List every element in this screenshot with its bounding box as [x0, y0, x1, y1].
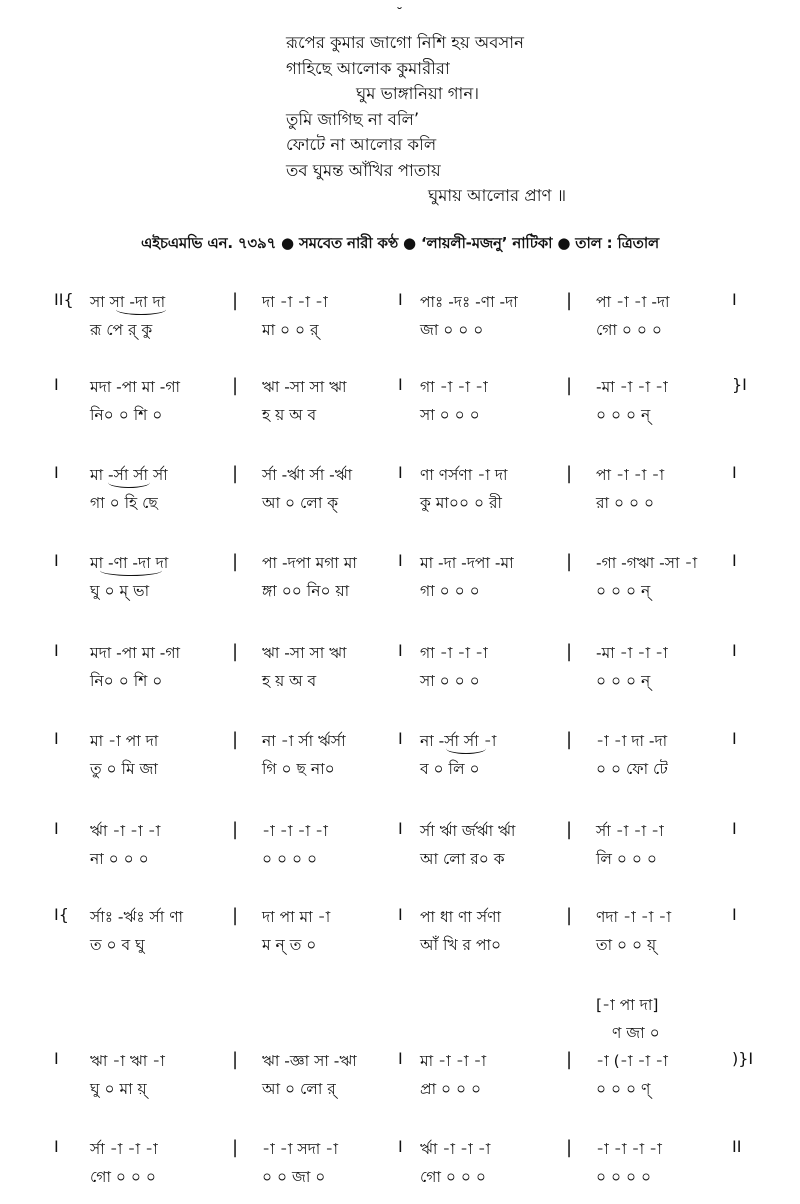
- bar-separator: II{: [54, 290, 74, 309]
- measure-notes: দা পা মা -া: [262, 908, 331, 926]
- measure-lyrics: তু ০ মি জা: [90, 760, 158, 778]
- bar-separator: |: [232, 819, 239, 840]
- swara-row: [0, 819, 800, 845]
- bar-separator: I: [732, 905, 737, 924]
- notation-block: [0, 819, 800, 875]
- bar-separator: |: [232, 1049, 239, 1070]
- measure-notes: র্সাঃ -র্ঋঃ র্সা ণা: [90, 908, 184, 926]
- bar-separator: II: [732, 1137, 742, 1156]
- measure-lyrics: গো ০ ০ ০: [90, 1168, 156, 1186]
- bar-separator: )}I: [732, 1049, 754, 1068]
- bani-row: [0, 847, 800, 873]
- bani-row: [0, 1077, 800, 1103]
- bar-separator: |: [566, 1049, 573, 1070]
- measure-notes: পা ধা ণা র্সণা: [420, 908, 501, 926]
- lyric-line: তব ঘুমন্ত আঁখির পাতায়: [286, 160, 441, 180]
- bar-separator: |: [566, 819, 573, 840]
- slur-arc: [108, 477, 150, 488]
- measure-lyrics: গা ০ ০ ০: [420, 582, 480, 600]
- measure-notes: মা -া -া -া: [420, 1052, 487, 1070]
- measure-lyrics: নি০ ০ শি ০: [90, 672, 163, 690]
- bar-separator: I: [54, 641, 59, 660]
- bar-separator: I: [54, 819, 59, 838]
- bar-separator: }I: [732, 375, 747, 394]
- bar-separator: I: [732, 551, 737, 570]
- measure-notes: -া -া দা -দা: [596, 732, 668, 750]
- bar-separator: I: [398, 1137, 403, 1156]
- measure-notes: -গা -গঋা -সা -া: [596, 554, 698, 572]
- measure-lyrics: আ ০ লো র্: [262, 1080, 336, 1098]
- measure-notes: পা -দপা মগা মা: [262, 554, 357, 572]
- measure-notes: দা -া -া -া: [262, 293, 328, 311]
- bani-row: [0, 403, 800, 429]
- measure-lyrics: ০ ০ ০ ০: [596, 1168, 652, 1186]
- measure-lyrics: গো ০ ০ ০: [596, 321, 662, 339]
- measure-notes: মদা -পা মা -গা: [90, 644, 180, 662]
- bar-separator: I: [732, 729, 737, 748]
- song-lyrics: [286, 30, 746, 209]
- bar-separator: |: [232, 290, 239, 311]
- measure-notes: ণা ণর্সণা -া দা: [420, 466, 508, 484]
- measure-lyrics: ০ ০ ০ ন্: [596, 582, 651, 600]
- measure-lyrics: সা ০ ০ ০: [420, 672, 480, 690]
- bar-separator: I: [732, 290, 737, 309]
- notation-block: [0, 1049, 800, 1105]
- bar-separator: I: [398, 905, 403, 924]
- measure-notes: না -া র্সা র্ঋর্সা: [262, 732, 346, 750]
- bar-separator: I: [398, 551, 403, 570]
- bar-separator: I: [732, 463, 737, 482]
- measure-notes: ঋা -সা সা ঋা: [262, 644, 347, 662]
- measure-lyrics: হ য় অ ব: [262, 406, 317, 424]
- measure-notes: -মা -া -া -া: [596, 378, 668, 396]
- measure-notes: -া -া সদা -া: [262, 1140, 338, 1158]
- bar-separator: |: [566, 729, 573, 750]
- bar-separator: I: [398, 729, 403, 748]
- measure-notes: না -র্সা র্সা -া: [420, 732, 497, 750]
- bar-separator: |: [566, 375, 573, 396]
- measure-notes: পা -া -া -া: [596, 466, 665, 484]
- measure-lyrics: আ ০ লো ক্: [262, 494, 339, 512]
- measure-lyrics: সা ০ ০ ০: [420, 406, 480, 424]
- measure-lyrics: লি ০ ০ ০: [596, 850, 657, 868]
- lyric-line: তুমি জাগিছ না বলি’: [286, 109, 420, 129]
- bar-separator: I: [398, 375, 403, 394]
- measure-lyrics: না ০ ০ ০: [90, 850, 149, 868]
- alt-ending-lyrics: ণ জা ০: [612, 1024, 660, 1042]
- measure-lyrics: রা ০ ০ ০: [596, 494, 655, 512]
- lyric-line: ফোটে না আলোর কলি: [286, 135, 437, 154]
- top-mark: ˘: [396, 6, 403, 22]
- bar-separator: I: [54, 1137, 59, 1156]
- measure-lyrics: ম ন্ ত ০: [262, 936, 317, 954]
- bar-separator: |: [232, 375, 239, 396]
- swara-row: [0, 375, 800, 401]
- measure-notes: গা -া -া -া: [420, 644, 488, 662]
- measure-lyrics: ঘু ০ ম্ ভা: [90, 582, 150, 600]
- notation-block: [0, 290, 800, 346]
- bar-separator: I: [54, 1049, 59, 1068]
- record-info-heading: এইচএমভি এন. ৭৩৯৭ ● সমবেত নারী কণ্ঠ ● ‘লায়লী-মজনু’ নাটিকা ● তাল : ত্রিতাল: [141, 234, 659, 252]
- measure-lyrics: ০ ০ ০ ০: [262, 850, 318, 868]
- measure-lyrics: কু মা০০ ০ রী: [420, 494, 502, 512]
- notation-block: [0, 375, 800, 431]
- measure-notes: র্সা -র্ঋা র্সা -র্ঋা: [262, 466, 353, 484]
- measure-notes: -া -া -া -া: [262, 822, 328, 840]
- measure-lyrics: ০ ০ ০ ন্: [596, 406, 651, 424]
- measure-lyrics: ত ০ ব ঘু: [90, 936, 145, 954]
- slur-arc: [446, 743, 486, 754]
- measure-notes: পাঃ -দঃ -ণা -দা: [420, 293, 518, 311]
- measure-notes: ণদা -া -া -া: [596, 908, 672, 926]
- lyric-line: রূপের কুমার জাগো নিশি হয় অবসান: [286, 33, 524, 52]
- swara-row: [0, 905, 800, 931]
- bar-separator: |: [566, 551, 573, 572]
- measure-lyrics: তা ০ ০ য়্: [596, 936, 657, 954]
- measure-notes: ঋা -া ঋা -া: [90, 1052, 165, 1070]
- swara-row: [0, 1049, 800, 1075]
- bani-row: [0, 669, 800, 695]
- measure-lyrics: গো ০ ০ ০: [420, 1168, 486, 1186]
- bani-row: [0, 757, 800, 783]
- measure-notes: র্সা র্ঋা র্জর্ঋা র্ঋা: [420, 822, 516, 840]
- bar-separator: I: [398, 641, 403, 660]
- measure-notes: -মা -া -া -া: [596, 644, 668, 662]
- bar-separator: I: [398, 290, 403, 309]
- slur-arc: [100, 565, 162, 576]
- lyric-line: ঘুম ভাঙ্গানিয়া গান।: [356, 84, 480, 103]
- bar-separator: |: [232, 729, 239, 750]
- swara-row: [0, 641, 800, 667]
- notation-block: [0, 463, 800, 519]
- measure-lyrics: প্রা ০ ০ ০: [420, 1080, 482, 1098]
- measure-notes: মা -ণা -দা দা: [90, 554, 169, 572]
- bar-separator: |: [566, 641, 573, 662]
- measure-lyrics: রূ পে র্ কু: [90, 321, 153, 339]
- bar-separator: I: [54, 551, 59, 570]
- measure-notes: -া (-া -া -া: [596, 1052, 668, 1070]
- notation-block: [0, 905, 800, 961]
- notation-block: [0, 729, 800, 785]
- measure-notes: -া -া -া -া: [596, 1140, 662, 1158]
- measure-notes: র্সা -া -া -া: [90, 1140, 158, 1158]
- measure-lyrics: আঁ খি র পা০: [420, 936, 502, 954]
- bar-separator: I: [732, 641, 737, 660]
- measure-lyrics: ০ ০ ০ ন্: [596, 672, 651, 690]
- measure-lyrics: মা ০ ০ র্: [262, 321, 319, 339]
- measure-lyrics: ০ ০ ০ ণ্: [596, 1080, 651, 1098]
- measure-lyrics: ০ ০ জা ০: [262, 1168, 326, 1186]
- notation-block: [0, 1137, 800, 1193]
- notation-block: [0, 641, 800, 697]
- bar-separator: |: [566, 290, 573, 311]
- bar-separator: |: [232, 905, 239, 926]
- measure-lyrics: আ লো র০ ক: [420, 850, 505, 868]
- bar-separator: |: [232, 641, 239, 662]
- bar-separator: I: [398, 819, 403, 838]
- measure-notes: ঋা -জ্ঞা সা -ঋা: [262, 1052, 357, 1070]
- measure-notes: মা -দা -দপা -মা: [420, 554, 514, 572]
- measure-lyrics: নি০ ০ শি ০: [90, 406, 163, 424]
- bar-separator: |: [566, 905, 573, 926]
- slur-arc: [116, 304, 166, 315]
- bar-separator: I: [398, 1049, 403, 1068]
- measure-notes: মদা -পা মা -গা: [90, 378, 180, 396]
- bani-row: [0, 933, 800, 959]
- swara-row: [0, 729, 800, 755]
- lyric-line: ঘুমায় আলোর প্রাণ ॥: [428, 186, 567, 205]
- bar-separator: I: [732, 819, 737, 838]
- measure-lyrics: ০ ০ ফো টে: [596, 760, 668, 778]
- alt-ending-notes: [-া পা দা]: [596, 996, 659, 1014]
- bar-separator: |: [232, 463, 239, 484]
- measure-lyrics: জা ০ ০ ০: [420, 321, 484, 339]
- notation-block: [0, 551, 800, 607]
- measure-notes: গা -া -া -া: [420, 378, 488, 396]
- measure-notes: মা -র্সা র্সা র্সা: [90, 466, 168, 484]
- bar-separator: I{: [54, 905, 69, 924]
- bar-separator: I: [54, 729, 59, 748]
- measure-lyrics: গি ০ ছ না০: [262, 760, 335, 778]
- bar-separator: I: [54, 463, 59, 482]
- bar-separator: |: [232, 551, 239, 572]
- measure-notes: র্ঋা -া -া -া: [420, 1140, 491, 1158]
- measure-notes: র্ঋা -া -া -া: [90, 822, 161, 840]
- measure-lyrics: ঙ্গা ০০ নি০ য়া: [262, 582, 350, 600]
- bani-row: [0, 1165, 800, 1191]
- bar-separator: |: [566, 463, 573, 484]
- measure-lyrics: ঘু ০ মা য়্: [90, 1080, 147, 1098]
- bani-row: [0, 579, 800, 605]
- measure-notes: ঋা -সা সা ঋা: [262, 378, 347, 396]
- bar-separator: |: [232, 1137, 239, 1158]
- bar-separator: |: [566, 1137, 573, 1158]
- bar-separator: I: [54, 375, 59, 394]
- bar-separator: I: [398, 463, 403, 482]
- bani-row: [0, 491, 800, 517]
- measure-notes: র্সা -া -া -া: [596, 822, 664, 840]
- bani-row: [0, 318, 800, 344]
- measure-notes: মা -া পা দা: [90, 732, 159, 750]
- measure-lyrics: গা ০ হি ছে: [90, 494, 158, 512]
- measure-notes: সা সা -দা দা: [90, 293, 166, 311]
- swara-row: [0, 1137, 800, 1163]
- lyric-line: গাহিছে আলোক কুমারীরা: [286, 58, 450, 78]
- measure-lyrics: হ য় অ ব: [262, 672, 317, 690]
- measure-notes: পা -া -া -দা: [596, 293, 670, 311]
- measure-lyrics: ব ০ লি ০: [420, 760, 480, 778]
